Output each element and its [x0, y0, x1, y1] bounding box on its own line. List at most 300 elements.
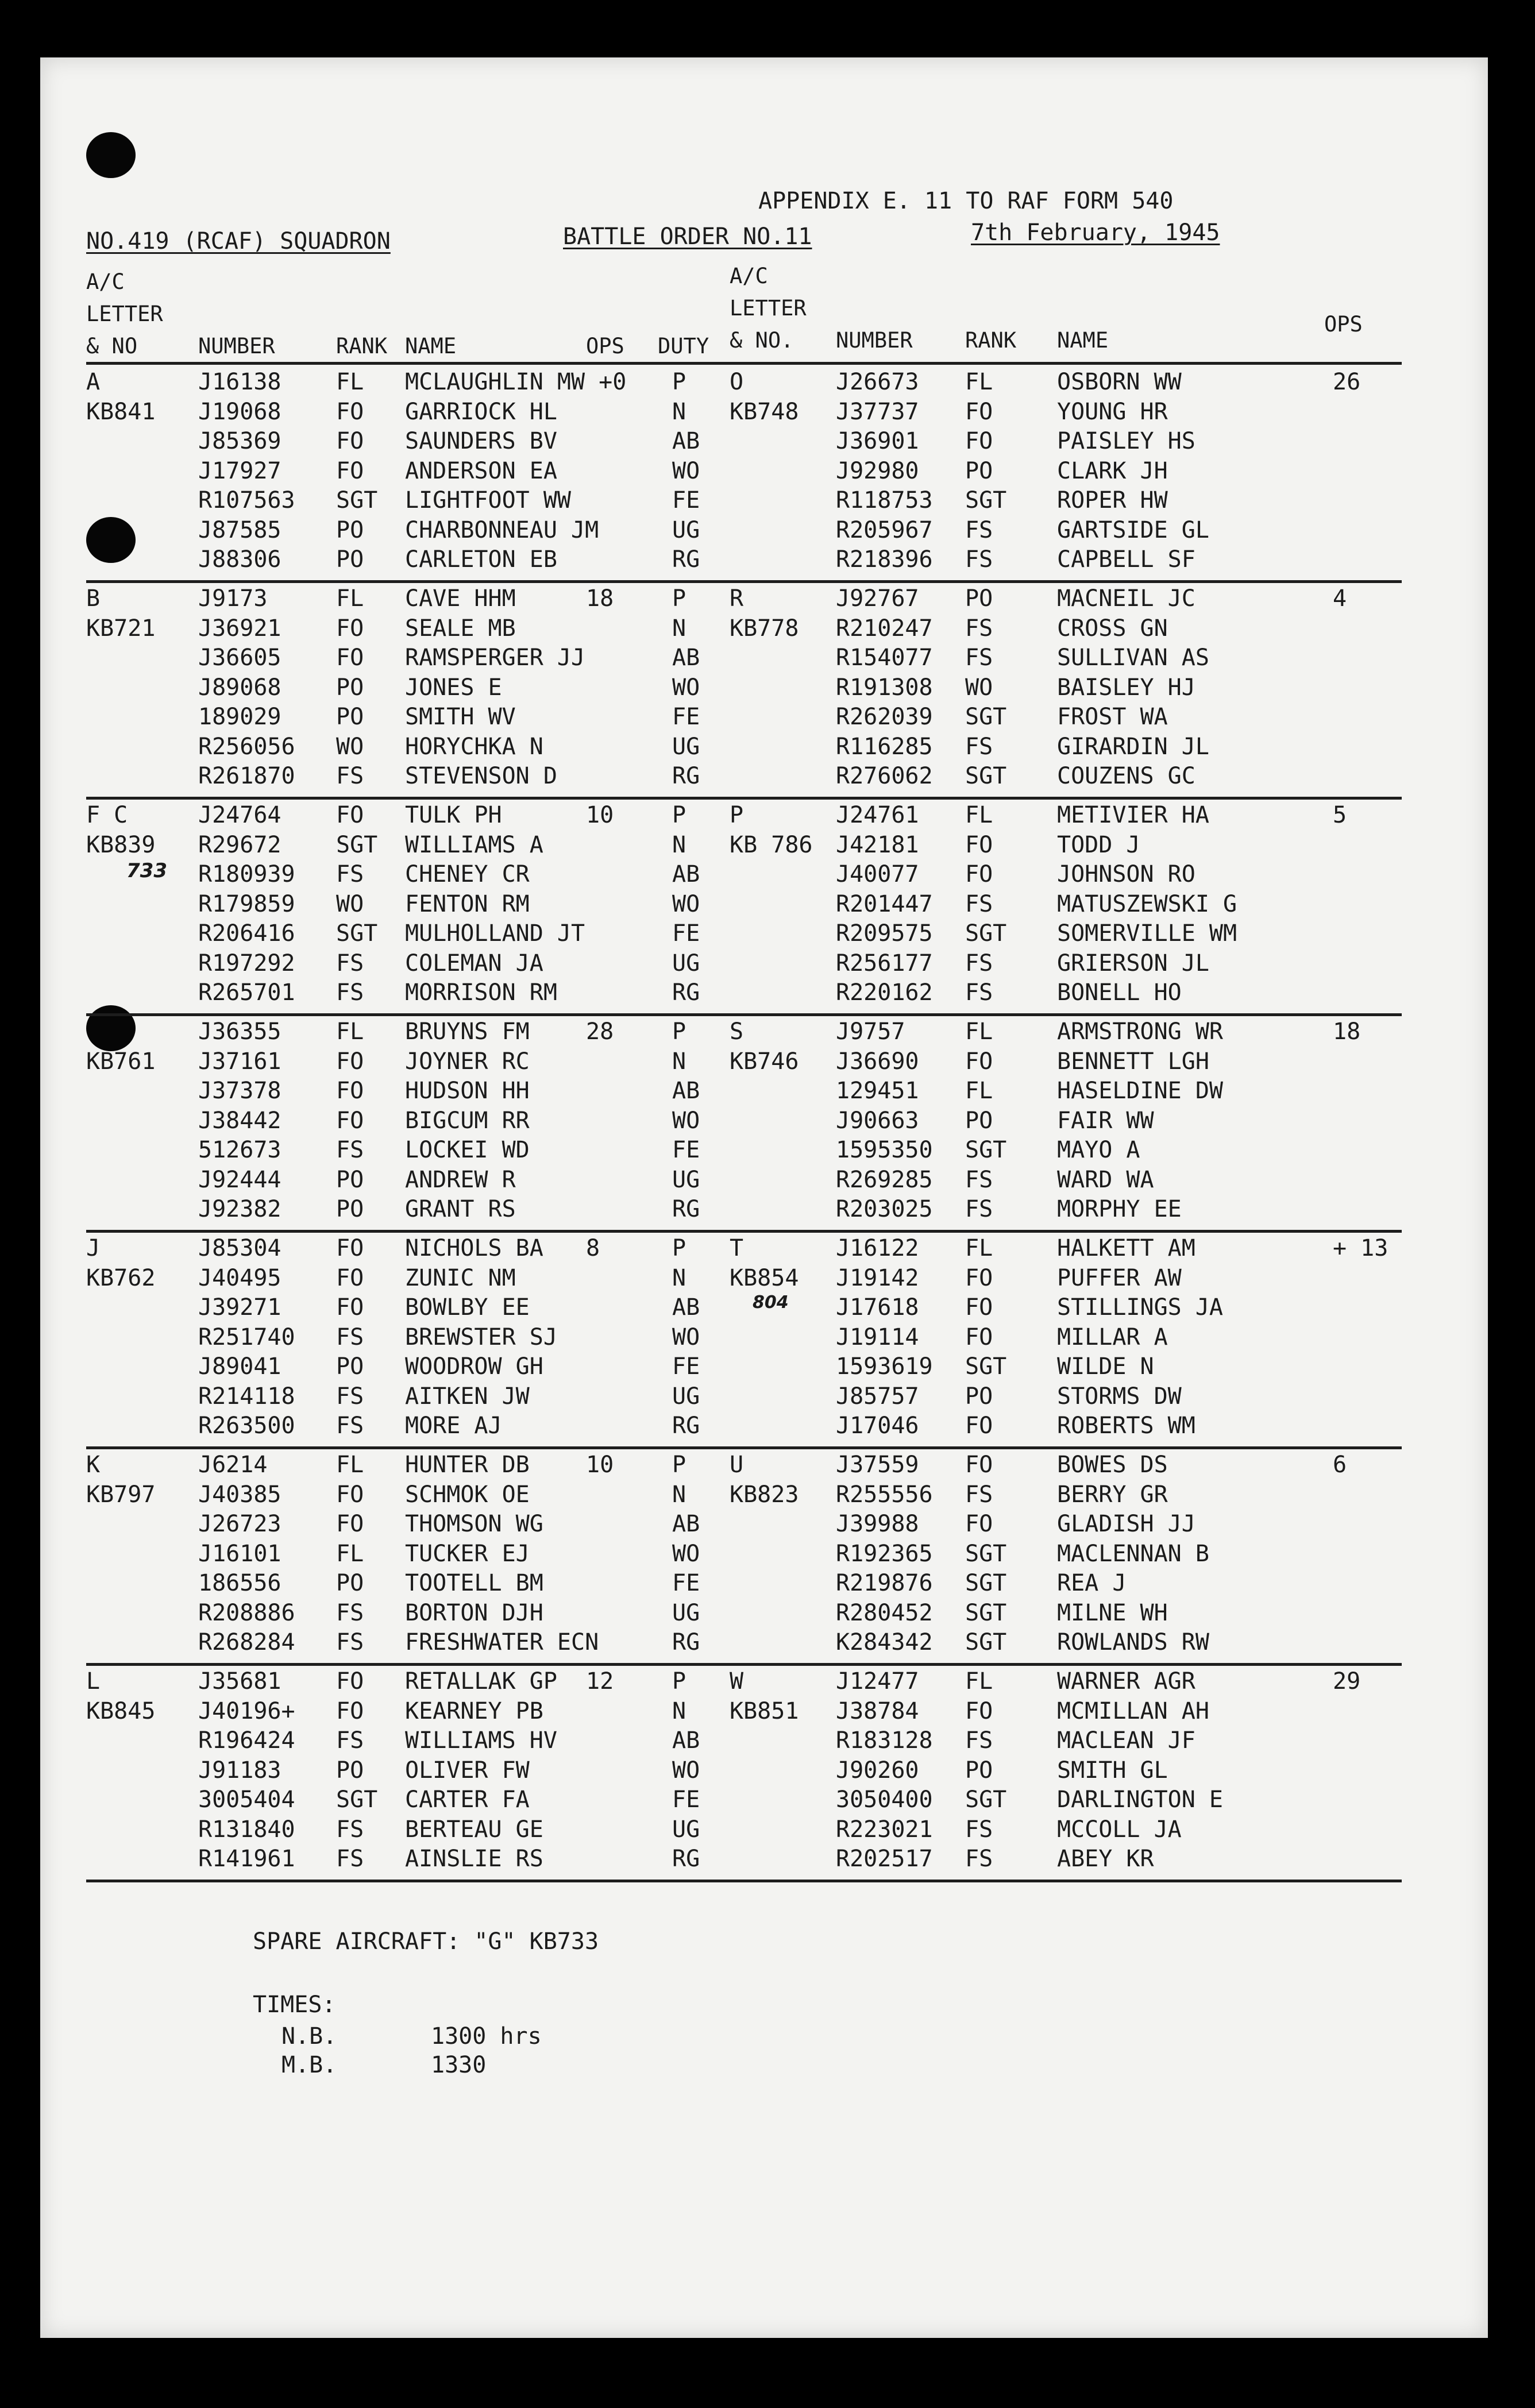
header-rule	[86, 362, 1402, 365]
crew-rank: PO	[965, 1383, 993, 1410]
crew-rank: PO	[336, 1757, 364, 1784]
crew-rank: FO	[336, 1294, 364, 1321]
crew-number: R180939	[198, 861, 295, 887]
crew-number: R191308	[836, 674, 933, 701]
crew-rank: FO	[336, 1481, 364, 1508]
crew-number: R220162	[836, 979, 933, 1006]
crew-number: R183128	[836, 1727, 933, 1754]
crew-duty: UG	[672, 516, 700, 543]
aircraft-letter: A	[86, 369, 101, 395]
group-divider	[86, 1230, 1402, 1233]
crew-duty: P	[672, 802, 686, 828]
crew-number: J39271	[198, 1294, 281, 1321]
crew-name: TODD J	[1057, 831, 1140, 858]
crew-rank: SGT	[965, 1599, 1007, 1626]
crew-number: 512673	[198, 1137, 281, 1163]
crew-number: J24764	[198, 802, 281, 828]
aircraft-serial: KB778	[730, 615, 799, 642]
crew-number: R202517	[836, 1846, 933, 1872]
crew-duty: AB	[672, 861, 700, 887]
crew-name: BENNETT LGH	[1057, 1048, 1209, 1075]
crew-number: R197292	[198, 950, 295, 977]
crew-name: WILDE N	[1057, 1353, 1154, 1380]
crew-name: TOOTELL BM	[405, 1570, 543, 1596]
crew-duty: AB	[672, 1294, 700, 1321]
ops-count: + 13	[1333, 1235, 1389, 1261]
crew-number: R141961	[198, 1846, 295, 1872]
crew-duty: RG	[672, 546, 700, 573]
crew-duty: RG	[672, 1196, 700, 1222]
crew-rank: FS	[336, 1137, 364, 1163]
crew-rank: FL	[965, 1235, 993, 1261]
crew-number: J87585	[198, 516, 281, 543]
crew-rank: PO	[336, 516, 364, 543]
crew-duty: N	[672, 1048, 686, 1075]
crew-name: MCMILLAN AH	[1057, 1697, 1209, 1724]
crew-rank: SGT	[965, 704, 1007, 730]
group-divider	[86, 1663, 1402, 1666]
crew-number: J37378	[198, 1078, 281, 1104]
crew-rank: FO	[336, 615, 364, 642]
crew-number: J40385	[198, 1481, 281, 1508]
crew-name: CARTER FA	[405, 1786, 530, 1813]
crew-name: HALKETT AM	[1057, 1235, 1195, 1261]
crew-duty: WO	[672, 457, 700, 484]
crew-name: JOYNER RC	[405, 1048, 530, 1075]
crew-name: WOODROW GH	[405, 1353, 543, 1380]
aircraft-serial: KB762	[86, 1265, 156, 1291]
crew-name: CHENEY CR	[405, 861, 530, 887]
crew-duty: WO	[672, 1107, 700, 1134]
crew-rank: PO	[336, 1196, 364, 1222]
punch-hole	[86, 132, 136, 178]
col-header-number: NUMBER	[198, 334, 275, 358]
crew-number: J12477	[836, 1668, 919, 1695]
crew-rank: FL	[336, 369, 364, 395]
aircraft-serial-correction: 733	[126, 859, 167, 882]
crew-duty: RG	[672, 763, 700, 789]
document-page	[40, 57, 1488, 2338]
crew-number: J38784	[836, 1697, 919, 1724]
crew-name: HASELDINE DW	[1057, 1078, 1223, 1104]
crew-rank: FO	[965, 1294, 993, 1321]
crew-duty: AB	[672, 1727, 700, 1754]
crew-number: R256056	[198, 733, 295, 760]
crew-number: J19142	[836, 1264, 919, 1291]
crew-number: R116285	[836, 733, 933, 760]
crew-rank: FO	[336, 1264, 364, 1291]
crew-name: HORYCHKA N	[405, 733, 543, 760]
crew-duty: UG	[672, 1816, 700, 1843]
crew-duty: AB	[672, 1078, 700, 1104]
ops-count: 8	[586, 1235, 600, 1261]
group-divider	[86, 580, 1402, 583]
crew-name: LIGHTFOOT WW	[405, 487, 571, 514]
crew-rank: FS	[336, 1413, 364, 1439]
crew-name: ANDREW R	[405, 1166, 516, 1193]
crew-rank: PO	[965, 1107, 993, 1134]
crew-name: BAISLEY HJ	[1057, 674, 1195, 701]
time-value-nb: 1300 hrs	[431, 2023, 542, 2050]
crew-rank: PO	[336, 1353, 364, 1380]
crew-number: R255556	[836, 1481, 933, 1508]
crew-number: R280452	[836, 1599, 933, 1626]
col-header-rank: RANK	[336, 334, 388, 358]
crew-rank: FS	[336, 1323, 364, 1350]
crew-number: J17927	[198, 457, 281, 484]
crew-name: TUCKER EJ	[405, 1540, 530, 1567]
crew-number: J36605	[198, 645, 281, 671]
crew-number: R261870	[198, 763, 295, 789]
crew-number: J90260	[836, 1757, 919, 1784]
crew-number: 186556	[198, 1570, 281, 1596]
crew-rank: FS	[336, 1846, 364, 1872]
crew-name: COLEMAN JA	[405, 950, 543, 977]
aircraft-serial: KB748	[730, 399, 799, 425]
crew-rank: FS	[336, 763, 364, 789]
ops-count: 18	[586, 585, 614, 612]
crew-name: GRIERSON JL	[1057, 950, 1209, 977]
crew-number: R210247	[836, 615, 933, 642]
crew-number: R262039	[836, 704, 933, 730]
crew-name: KEARNEY PB	[405, 1697, 543, 1724]
crew-rank: FS	[965, 1196, 993, 1222]
crew-number: R256177	[836, 950, 933, 977]
times-label: TIMES:	[253, 1992, 336, 2018]
crew-rank: SGT	[336, 920, 378, 947]
crew-duty: FE	[672, 920, 700, 947]
crew-rank: FO	[336, 1697, 364, 1724]
crew-duty: WO	[672, 1757, 700, 1784]
crew-number: R219876	[836, 1570, 933, 1596]
crew-rank: FO	[336, 1078, 364, 1104]
crew-rank: FL	[336, 585, 364, 612]
crew-rank: FO	[965, 1413, 993, 1439]
col-header-ac-line3: & NO	[86, 334, 138, 358]
crew-name: TULK PH	[405, 802, 502, 828]
crew-rank: FO	[336, 428, 364, 454]
crew-name: BREWSTER SJ	[405, 1323, 557, 1350]
crew-number: J36921	[198, 615, 281, 642]
crew-duty: WO	[672, 674, 700, 701]
aircraft-letter: P	[730, 802, 744, 828]
crew-duty: UG	[672, 1599, 700, 1626]
crew-duty: RG	[672, 1629, 700, 1656]
crew-number: J39988	[836, 1511, 919, 1537]
crew-number: R203025	[836, 1196, 933, 1222]
crew-name: CROSS GN	[1057, 615, 1168, 642]
crew-name: JONES E	[405, 674, 502, 701]
crew-name: JOHNSON RO	[1057, 861, 1195, 887]
aircraft-serial: KB823	[730, 1481, 799, 1508]
crew-number: J40077	[836, 861, 919, 887]
crew-name: FRESHWATER ECN	[405, 1629, 599, 1656]
crew-rank: FS	[965, 516, 993, 543]
ops-count: 4	[1333, 585, 1347, 612]
crew-name: THOMSON WG	[405, 1511, 543, 1537]
time-label-nb: N.B.	[281, 2023, 337, 2050]
ops-count: 26	[1333, 369, 1361, 395]
crew-name: WILLIAMS HV	[405, 1727, 557, 1754]
crew-number: K284342	[836, 1629, 933, 1656]
crew-name: SEALE MB	[405, 615, 516, 642]
crew-name: STEVENSON D	[405, 763, 557, 789]
crew-number: 129451	[836, 1078, 919, 1104]
crew-name: DARLINGTON E	[1057, 1786, 1223, 1813]
crew-number: R206416	[198, 920, 295, 947]
crew-rank: SGT	[336, 1786, 378, 1813]
crew-rank: PO	[336, 704, 364, 730]
col-header-number-2: NUMBER	[836, 328, 913, 353]
crew-name: HUNTER DB	[405, 1452, 530, 1478]
time-value-mb: 1330	[431, 2052, 487, 2078]
crew-number: J85304	[198, 1235, 281, 1261]
aircraft-letter: F C	[86, 802, 128, 828]
col-header-ac2-line2: LETTER	[730, 296, 807, 321]
crew-duty: P	[672, 1235, 686, 1261]
crew-name: ROBERTS WM	[1057, 1413, 1195, 1439]
crew-number: J92980	[836, 457, 919, 484]
crew-rank: FL	[336, 1540, 364, 1567]
crew-rank: WO	[336, 890, 364, 917]
crew-duty: N	[672, 1697, 686, 1724]
crew-duty: WO	[672, 890, 700, 917]
crew-rank: FO	[336, 457, 364, 484]
crew-name: MORRISON RM	[405, 979, 557, 1006]
crew-duty: UG	[672, 1383, 700, 1410]
crew-name: SULLIVAN AS	[1057, 645, 1209, 671]
crew-name: SOMERVILLE WM	[1057, 920, 1237, 947]
crew-name: MCCOLL JA	[1057, 1816, 1182, 1843]
crew-duty: N	[672, 615, 686, 642]
crew-rank: FS	[965, 1846, 993, 1872]
crew-name: STORMS DW	[1057, 1383, 1182, 1410]
crew-rank: FL	[965, 1668, 993, 1695]
crew-duty: WO	[672, 1540, 700, 1567]
crew-number: R265701	[198, 979, 295, 1006]
crew-rank: SGT	[965, 763, 1007, 789]
crew-name: MORPHY EE	[1057, 1196, 1182, 1222]
crew-name: ARMSTRONG WR	[1057, 1018, 1223, 1045]
col-header-name: NAME	[405, 334, 457, 358]
crew-number: J26723	[198, 1511, 281, 1537]
crew-name: ZUNIC NM	[405, 1264, 516, 1291]
crew-number: J90663	[836, 1107, 919, 1134]
crew-rank: FO	[336, 1511, 364, 1537]
crew-rank: FS	[965, 733, 993, 760]
crew-rank: FS	[965, 890, 993, 917]
crew-number: R118753	[836, 487, 933, 514]
crew-duty: N	[672, 398, 686, 425]
crew-rank: FO	[965, 398, 993, 425]
crew-number: J17046	[836, 1413, 919, 1439]
crew-name: PAISLEY HS	[1057, 428, 1195, 454]
crew-name: BOWES DS	[1057, 1452, 1168, 1478]
crew-name: MATUSZEWSKI G	[1057, 890, 1237, 917]
crew-number: J88306	[198, 546, 281, 573]
crew-duty: UG	[672, 733, 700, 760]
group-divider	[86, 1013, 1402, 1016]
crew-number: R251740	[198, 1323, 295, 1350]
col-header-duty: DUTY	[658, 334, 709, 358]
crew-number: R276062	[836, 763, 933, 789]
aircraft-serial: KB 786	[730, 832, 813, 858]
crew-name: CAVE HHM	[405, 585, 516, 612]
crew-number: J9757	[836, 1018, 905, 1045]
crew-rank: FS	[336, 1599, 364, 1626]
crew-number: J92382	[198, 1196, 281, 1222]
group-divider	[86, 797, 1402, 800]
crew-duty: RG	[672, 979, 700, 1006]
crew-rank: FL	[336, 1452, 364, 1478]
crew-name: MACNEIL JC	[1057, 585, 1195, 612]
crew-name: WILLIAMS A	[405, 831, 543, 858]
aircraft-letter: W	[730, 1668, 744, 1695]
crew-number: R209575	[836, 920, 933, 947]
aircraft-serial: KB854	[730, 1265, 799, 1291]
aircraft-serial: KB797	[86, 1481, 156, 1508]
crew-duty: N	[672, 1264, 686, 1291]
spare-aircraft: SPARE AIRCRAFT: "G" KB733	[253, 1928, 599, 1955]
aircraft-letter: K	[86, 1452, 101, 1478]
crew-name: GLADISH JJ	[1057, 1511, 1195, 1537]
aircraft-letter: T	[730, 1235, 744, 1261]
order-date: 7th February, 1945	[971, 219, 1220, 246]
crew-number: J26673	[836, 369, 919, 395]
crew-number: R263500	[198, 1413, 295, 1439]
crew-rank: PO	[965, 457, 993, 484]
crew-duty: FE	[672, 704, 700, 730]
crew-name: AITKEN JW	[405, 1383, 530, 1410]
crew-rank: FO	[336, 1668, 364, 1695]
squadron-title: NO.419 (RCAF) SQUADRON	[86, 228, 391, 254]
crew-number: J36355	[198, 1018, 281, 1045]
crew-number: J9173	[198, 585, 268, 612]
crew-number: R218396	[836, 546, 933, 573]
crew-number: 189029	[198, 704, 281, 730]
crew-name: FROST WA	[1057, 704, 1168, 730]
crew-number: J38442	[198, 1107, 281, 1134]
aircraft-serial-correction: 804	[753, 1292, 789, 1313]
aircraft-serial: KB851	[730, 1698, 799, 1724]
crew-name: NICHOLS BA	[405, 1235, 543, 1261]
group-divider	[86, 1880, 1402, 1882]
crew-rank: FL	[965, 1078, 993, 1104]
crew-name: COUZENS GC	[1057, 763, 1195, 789]
crew-rank: WO	[965, 674, 993, 701]
crew-rank: FS	[965, 1816, 993, 1843]
crew-number: 1595350	[836, 1137, 933, 1163]
crew-name: CAPBELL SF	[1057, 546, 1195, 573]
crew-rank: FS	[336, 1727, 364, 1754]
crew-rank: FO	[336, 1235, 364, 1261]
col-header-rank-2: RANK	[965, 328, 1017, 353]
crew-number: R268284	[198, 1629, 295, 1656]
crew-number: R223021	[836, 1816, 933, 1843]
crew-rank: SGT	[965, 1353, 1007, 1380]
ops-count: 10	[586, 1452, 614, 1478]
crew-name: ABEY KR	[1057, 1846, 1154, 1872]
crew-number: R196424	[198, 1727, 295, 1754]
crew-number: J37559	[836, 1452, 919, 1478]
crew-rank: FO	[336, 1107, 364, 1134]
crew-duty: RG	[672, 1413, 700, 1439]
crew-duty: P	[672, 1668, 686, 1695]
group-divider	[86, 1446, 1402, 1449]
crew-rank: FO	[965, 1697, 993, 1724]
crew-number: R131840	[198, 1816, 295, 1843]
crew-rank: FS	[336, 979, 364, 1006]
crew-duty: FE	[672, 1137, 700, 1163]
crew-name: LOCKEI WD	[405, 1137, 530, 1163]
crew-rank: FS	[965, 615, 993, 642]
crew-rank: FL	[965, 802, 993, 828]
crew-number: J19068	[198, 398, 281, 425]
crew-number: R205967	[836, 516, 933, 543]
crew-duty: WO	[672, 1323, 700, 1350]
crew-number: J42181	[836, 831, 919, 858]
crew-rank: SGT	[336, 487, 378, 514]
crew-rank: FO	[965, 1511, 993, 1537]
crew-name: RAMSPERGER JJ	[405, 645, 585, 671]
crew-name: BRUYNS FM	[405, 1018, 530, 1045]
crew-number: 1593619	[836, 1353, 933, 1380]
appendix-reference: APPENDIX E. 11 TO RAF FORM 540	[758, 188, 1174, 214]
time-label-mb: M.B.	[281, 2052, 337, 2078]
crew-rank: FS	[965, 1727, 993, 1754]
aircraft-letter: S	[730, 1018, 744, 1045]
aircraft-serial: KB845	[86, 1698, 156, 1724]
crew-duty: P	[672, 369, 686, 395]
crew-rank: PO	[965, 585, 993, 612]
crew-number: J89068	[198, 674, 281, 701]
col-header-ac2-line1: A/C	[730, 264, 768, 288]
aircraft-letter: U	[730, 1452, 744, 1478]
crew-duty: UG	[672, 950, 700, 977]
crew-name: BIGCUM RR	[405, 1107, 530, 1134]
crew-name: BERRY GR	[1057, 1481, 1168, 1508]
crew-rank: SGT	[336, 831, 378, 858]
ops-count: 18	[1333, 1018, 1361, 1045]
crew-name: MILLAR A	[1057, 1323, 1168, 1350]
crew-rank: PO	[965, 1757, 993, 1784]
crew-number: J19114	[836, 1323, 919, 1350]
crew-name: GRANT RS	[405, 1196, 516, 1222]
col-header-name-2: NAME	[1057, 328, 1109, 353]
crew-duty: N	[672, 1481, 686, 1508]
crew-rank: FO	[965, 428, 993, 454]
crew-name: STILLINGS JA	[1057, 1294, 1223, 1321]
col-header-ac-line1: A/C	[86, 269, 125, 294]
crew-number: R29672	[198, 831, 281, 858]
crew-duty: FE	[672, 1786, 700, 1813]
crew-name: CHARBONNEAU JM	[405, 516, 599, 543]
crew-number: J89041	[198, 1353, 281, 1380]
col-header-ops: OPS	[586, 334, 624, 358]
crew-rank: SGT	[965, 1540, 1007, 1567]
crew-rank: SGT	[965, 1570, 1007, 1596]
crew-rank: FS	[336, 1629, 364, 1656]
crew-name: WARNER AGR	[1057, 1668, 1195, 1695]
crew-duty: P	[672, 1018, 686, 1045]
crew-name: ROPER HW	[1057, 487, 1168, 514]
crew-rank: FL	[336, 1018, 364, 1045]
crew-rank: PO	[336, 546, 364, 573]
crew-name: GIRARDIN JL	[1057, 733, 1209, 760]
crew-duty: FE	[672, 1570, 700, 1596]
crew-name: MILNE WH	[1057, 1599, 1168, 1626]
crew-name: MORE AJ	[405, 1413, 502, 1439]
